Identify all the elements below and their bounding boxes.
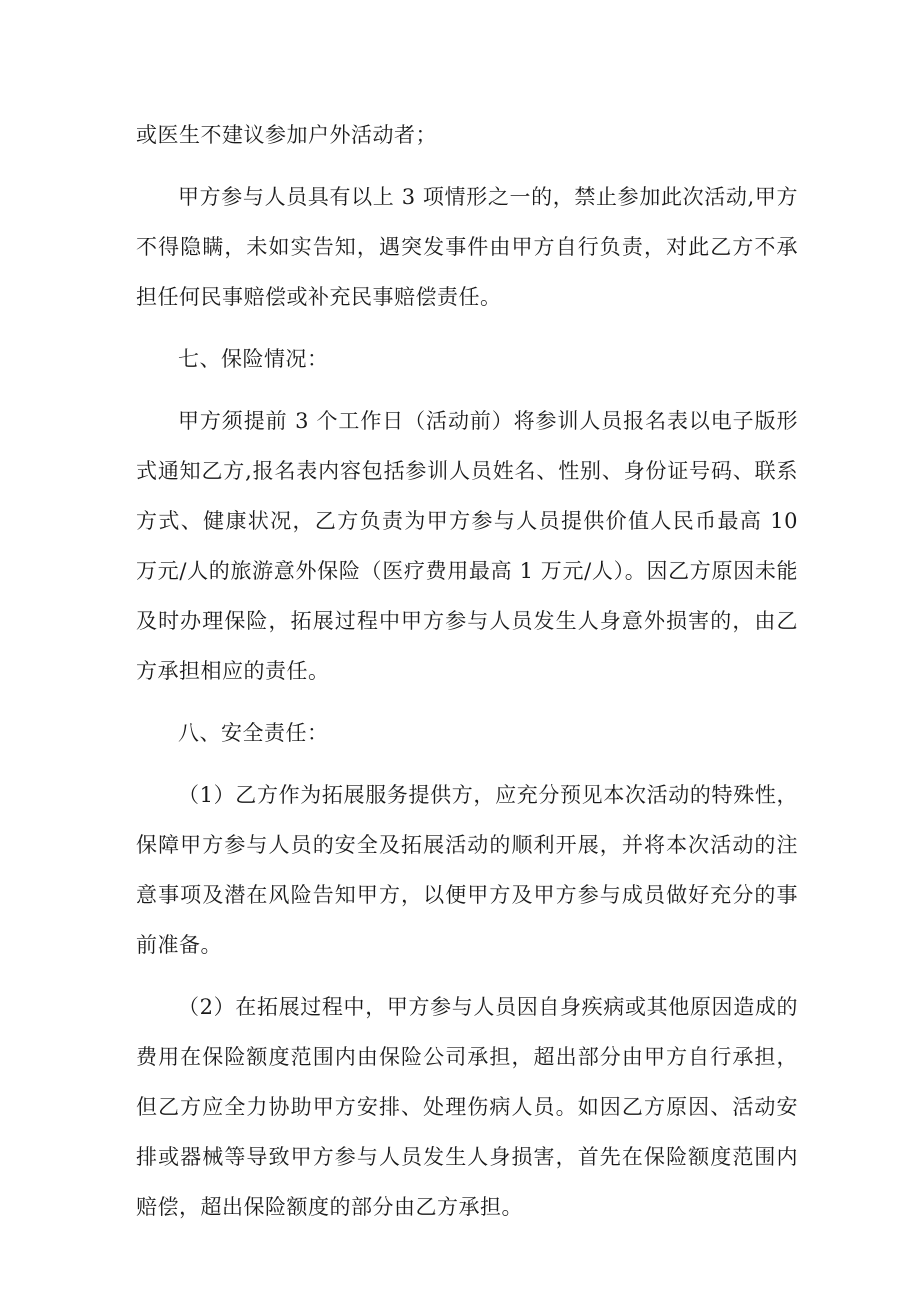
paragraph-insurance-details: 甲方须提前 3 个工作日（活动前）将参训人员报名表以电子版形式通知乙方,报名表内容包括参训人员姓名、性别、身份证号码、联系方式、健康状况，乙方负责为甲方参与人员提供价值人民币最高 10 万元/人的旅游意外保险（医疗费用最高 1 万元/人）。因乙方原因未能及时办理保险，拓展过程中甲方参与人员发生人身意外损害的，由乙方承担相应的责任。	[136, 409, 798, 683]
section-heading-insurance: 七、保险情况：	[178, 347, 329, 371]
section-heading-safety: 八、安全责任：	[178, 721, 329, 745]
paragraph-safety-item-2: （2）在拓展过程中，甲方参与人员因自身疾病或其他原因造成的费用在保险额度范围内由保险公司承担，超出部分由甲方自行承担，但乙方应全力协助甲方安排、处理伤病人员。如因乙方原因、活动安排或器械等导致甲方参与人员发生人身损害，首先在保险额度范围内赔偿，超出保险额度的部分由乙方承担。	[136, 995, 798, 1219]
document-body	[136, 110, 798, 1232]
paragraph-continuation: 或医生不建议参加户外活动者；	[136, 123, 437, 147]
paragraph-safety-item-1: （1）乙方作为拓展服务提供方，应充分预见本次活动的特殊性，保障甲方参与人员的安全及拓展活动的顺利开展，并将本次活动的注意事项及潜在风险告知甲方，以便甲方及甲方参与成员做好充分的事前准备。	[136, 783, 798, 957]
paragraph-concealment-clause: 甲方参与人员具有以上 3 项情形之一的，禁止参加此次活动,甲方不得隐瞒，未如实告知，遇突发事件由甲方自行负责，对此乙方不承担任何民事赔偿或补充民事赔偿责任。	[136, 185, 798, 309]
